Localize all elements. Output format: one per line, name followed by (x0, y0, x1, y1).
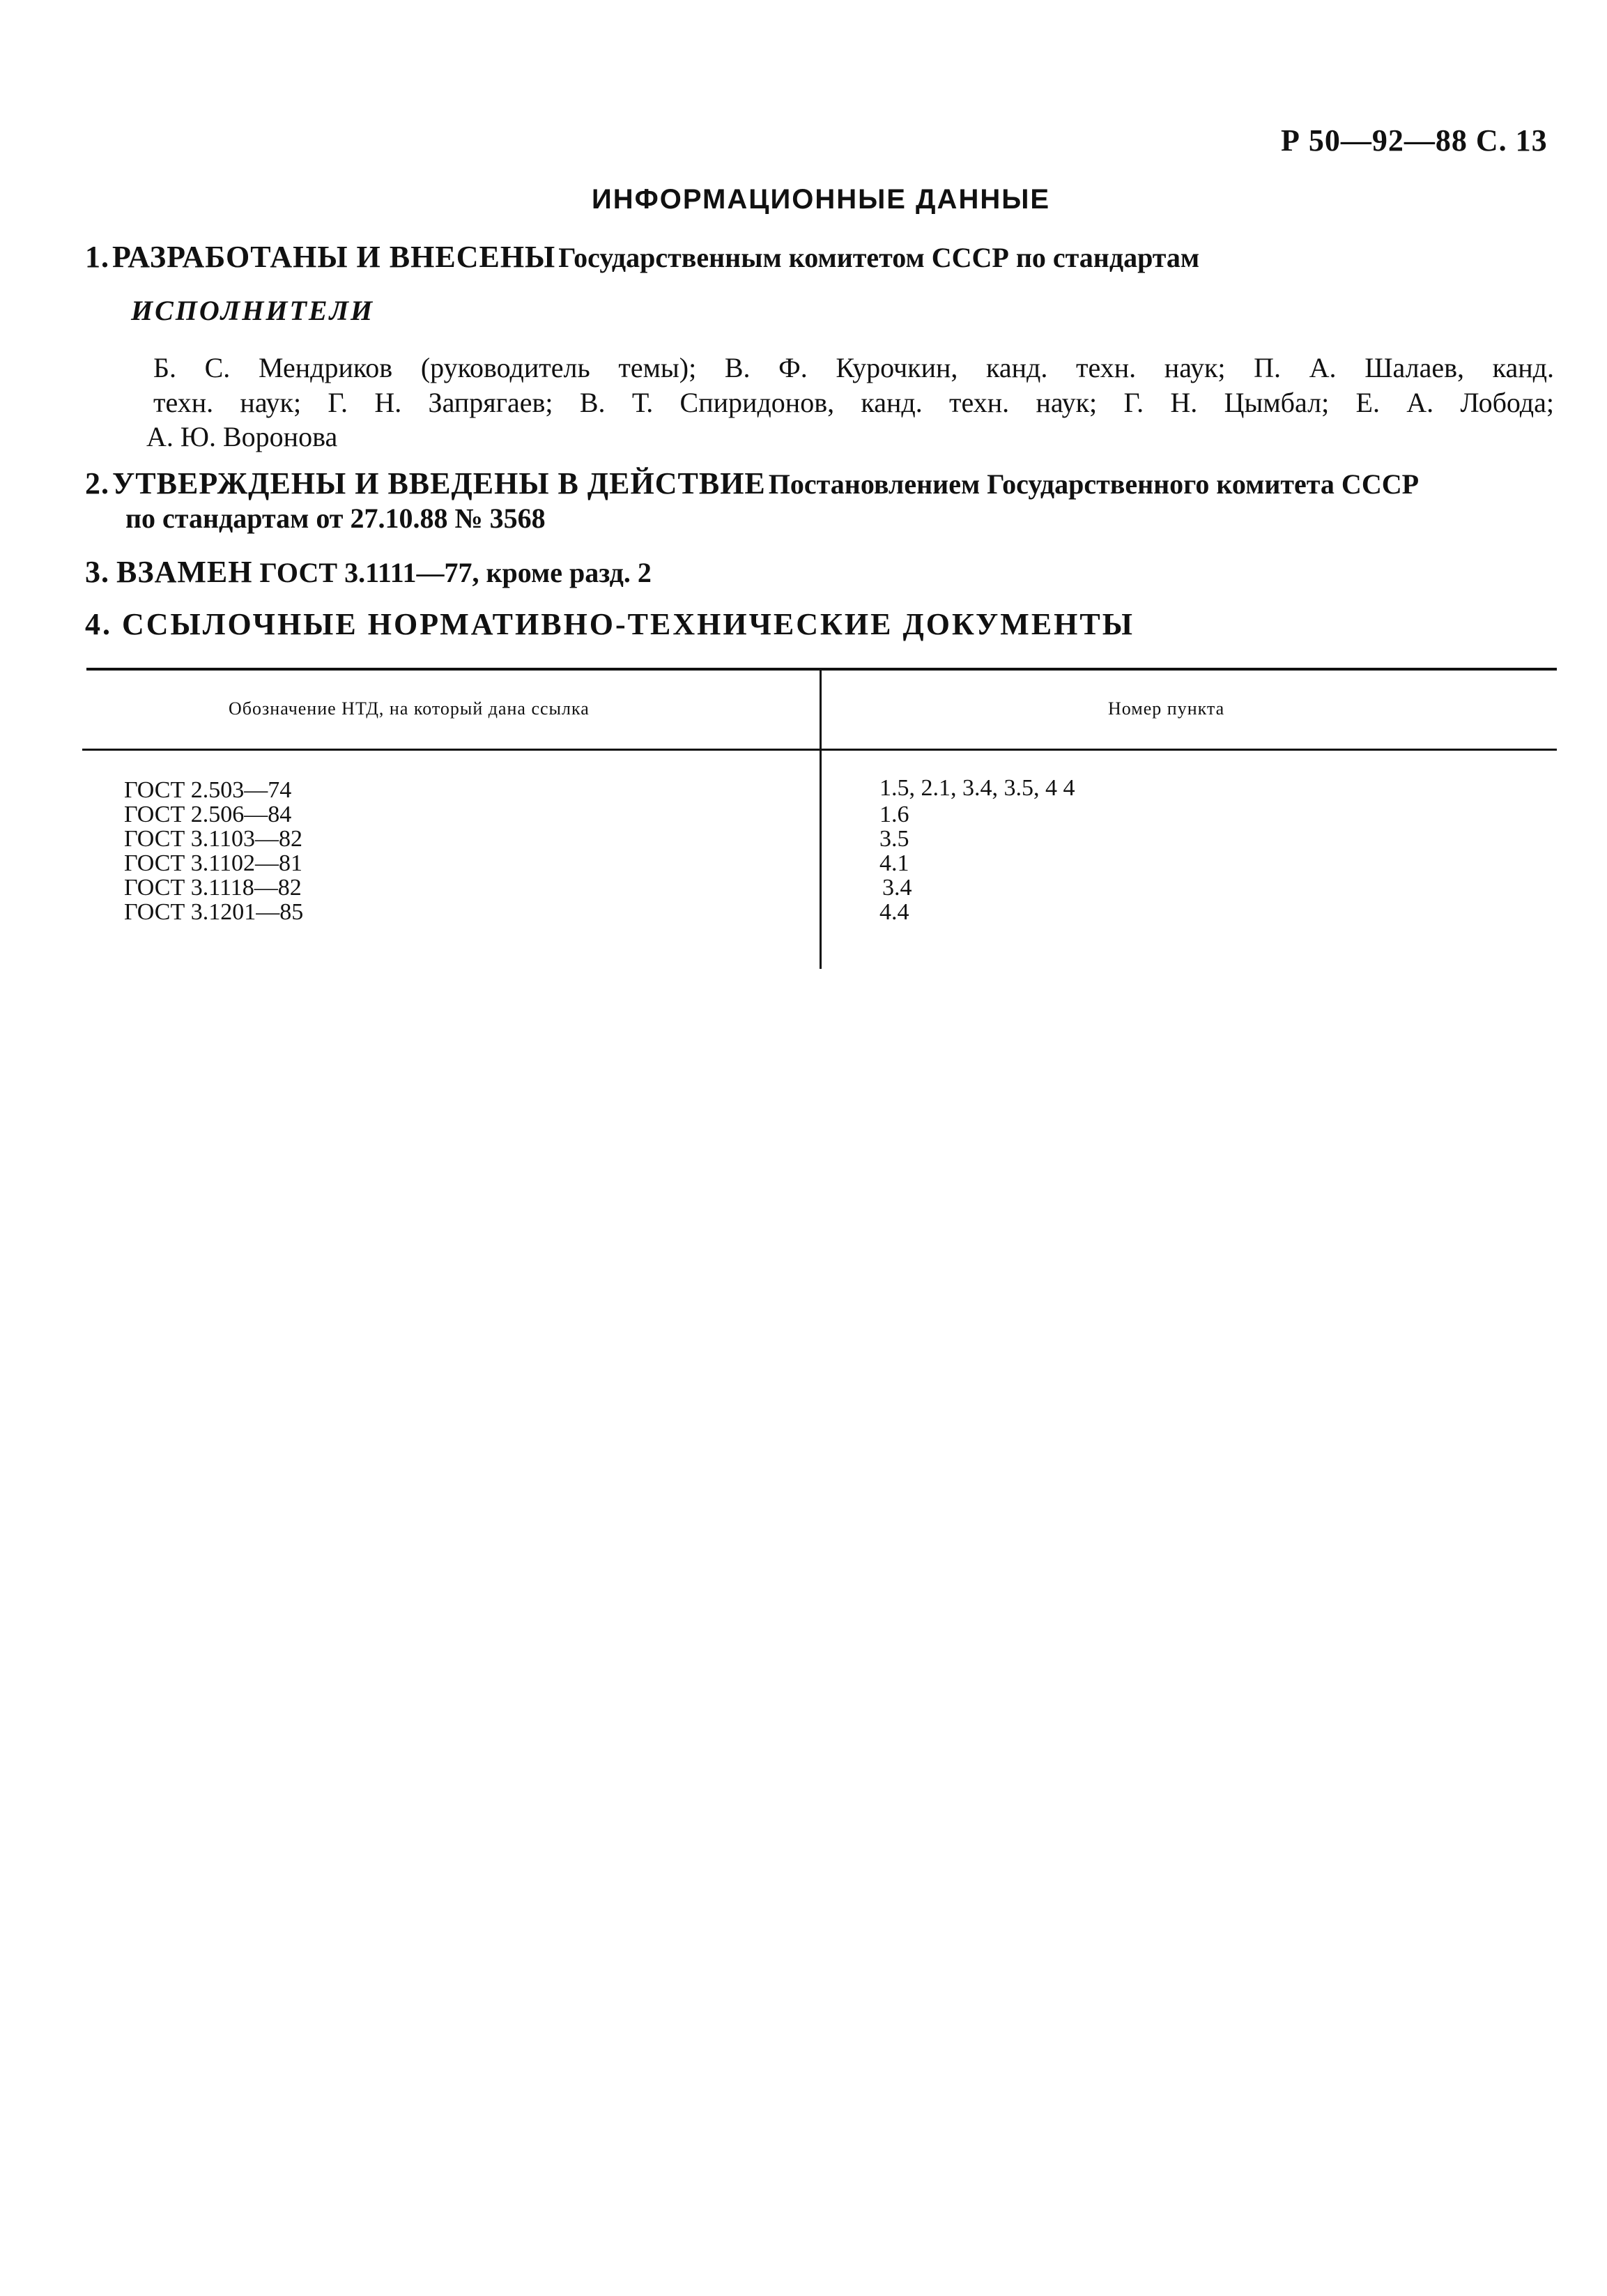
table-row-2-document: ГОСТ 2.506—84 (124, 802, 292, 827)
section-4-number: 4. (85, 607, 112, 641)
performers-heading: ИСПОЛНИТЕЛИ (131, 295, 375, 326)
column-header-item-number: Номер пункта (1108, 698, 1225, 719)
table-row-6-document: ГОСТ 3.1201—85 (124, 899, 304, 925)
section-1-number: 1. (85, 240, 109, 274)
table-row-3-items: 3.5 (879, 826, 909, 852)
section-2-text-continued: по стандартам от 27.10.88 № 3568 (125, 503, 546, 534)
section-1-text: Государственным комитетом СССР по стандартам (558, 242, 1200, 273)
section-3 (85, 554, 652, 590)
page-header: Р 50—92—88 С. 13 (1281, 123, 1548, 158)
table-row-1-items: 1.5, 2.1, 3.4, 3.5, 4 4 (879, 775, 1075, 801)
section-2-text: Постановлением Государственного комитета СССР (768, 468, 1420, 500)
performers-line-2: техн. наук; Г. Н. Запрягаев; В. Т. Спиридонов, канд. техн. наук; Г. Н. Цымбал; Е. А. Лобода; (153, 387, 1554, 418)
section-3-heading: ВЗАМЕН (116, 555, 253, 589)
table-row-4-document: ГОСТ 3.1102—81 (124, 850, 302, 876)
section-4-heading: ССЫЛОЧНЫЕ НОРМАТИВНО-ТЕХНИЧЕСКИЕ ДОКУМЕНТЫ (122, 607, 1135, 641)
column-header-document: Обозначение НТД, на который дана ссылка (229, 698, 590, 719)
section-3-text: ГОСТ 3.1111—77, кроме разд. 2 (259, 557, 652, 588)
performers-line-1: Б. С. Мендриков (руководитель темы); В. Ф. Курочкин, канд. техн. наук; П. А. Шалаев, канд. (153, 352, 1554, 383)
document-title: ИНФОРМАЦИОННЫЕ ДАННЫЕ (592, 184, 1051, 215)
table-row-4-items: 4.1 (879, 850, 909, 876)
table-row-6-items: 4.4 (879, 899, 909, 925)
section-3-number: 3. (85, 555, 109, 589)
table-row-5-items: 3.4 (882, 875, 912, 901)
section-2-heading: УТВЕРЖДЕНЫ И ВВЕДЕНЫ В ДЕЙСТВИЕ (112, 466, 766, 500)
table-header-rule (82, 749, 1557, 751)
table-column-divider (820, 671, 822, 969)
table-row-3-document: ГОСТ 3.1103—82 (124, 826, 302, 852)
section-1 (85, 239, 1199, 275)
table-row-5-document: ГОСТ 3.1118—82 (124, 875, 302, 901)
section-1-heading: РАЗРАБОТАНЫ И ВНЕСЕНЫ (112, 240, 556, 274)
table-row-2-items: 1.6 (879, 802, 909, 827)
section-2 (85, 466, 1419, 501)
table-row-1-document: ГОСТ 2.503—74 (124, 777, 292, 803)
table-top-rule (86, 668, 1557, 671)
section-2-number: 2. (85, 466, 109, 500)
section-4 (85, 606, 1135, 642)
performers-line-3: А. Ю. Воронова (146, 421, 338, 452)
